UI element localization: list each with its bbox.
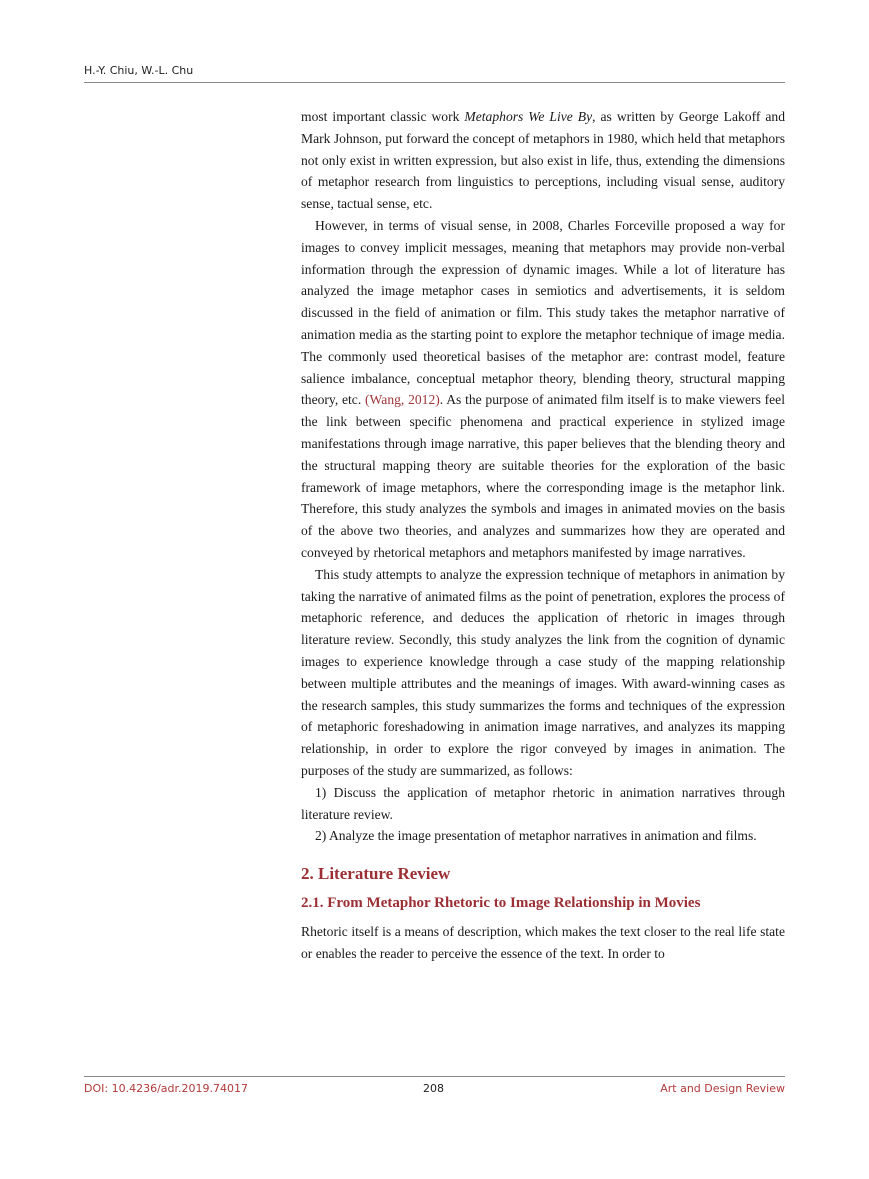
- citation-link[interactable]: (Wang, 2012): [365, 392, 440, 408]
- paragraph-2: [301, 215, 785, 564]
- paragraph-2-rest: . As the purpose of animated film itself is to make viewers feel the link between specific phenomena and practical experience in stylized image manifestations through image narrative, this paper believes that the blending theory and the structural mapping theory are suitable theories for the exploration of the basic framework of image metaphors, where the corresponding image is the metaphor link. Therefore, this study analyzes the symbols and images in animated movies on the basis of the above two theories, and analyzes and summarizes how they are operated and conveyed by rhetorical metaphors and metaphors manifested by image narratives.: [301, 392, 785, 560]
- list-item-2: 2) Analyze the image presentation of metaphor narratives in animation and films.: [315, 828, 757, 844]
- page-number: 208: [423, 1082, 444, 1095]
- header-divider: [84, 82, 785, 83]
- subsection-heading: 2.1. From Metaphor Rhetoric to Image Relationship in Movies: [301, 895, 701, 912]
- footer-journal-link[interactable]: Art and Design Review: [660, 1082, 785, 1095]
- section-heading: 2. Literature Review: [301, 864, 451, 884]
- section-paragraph: Rhetoric itself is a means of description, which makes the text closer to the real life state or enables the reader to perceive the essence of the text. In order to: [301, 924, 785, 961]
- running-head-authors: H.-Y. Chiu, W.-L. Chu: [84, 64, 194, 77]
- paragraph-1-start: most important classic work: [301, 109, 465, 124]
- main-text-column: [301, 106, 785, 965]
- paragraph-1: [301, 106, 785, 215]
- paragraph-3: This study attempts to analyze the expression technique of metaphors in animation by taking the narrative of animated films as the point of penetration, explores the process of metaphoric reference, and deduces the application of rhetoric in images through literature review. Secondly, this study analyzes the link from the cognition of dynamic images to experience knowledge through a case study of the mapping relationship between multiple attributes and the meanings of images. With award-winning cases as the research samples, this study summarizes the forms and techniques of the expression of metaphoric foreshadowing in animation image narratives, and analyzes its mapping relationship, in order to explore the rigor conveyed by images in animation. The purposes of the study are summarized, as follows:: [301, 566, 785, 778]
- footer-divider: [84, 1076, 785, 1077]
- paragraph-2-start: However, in terms of visual sense, in 2008, Charles Forceville proposed a way for images to convey implicit messages, meaning that metaphors may provide non-verbal information through the expression of dynamic images. While a lot of literature has analyzed the image metaphor cases in semiotics and advertisements, it is seldom discussed in the field of animation or film. This study takes the metaphor narrative of animation media as the starting point to explore the metaphor technique of image media. The commonly used theoretical basises of the metaphor are: contrast model, feature salience imbalance, conceptual metaphor theory, blending theory, structural mapping theory, etc.: [301, 217, 785, 408]
- list-item-1: 1) Discuss the application of metaphor rhetoric in animation narratives through literature review.: [301, 784, 785, 822]
- paragraph-1-rest: , as written by George Lakoff and Mark Johnson, put forward the concept of metaphors in 1980, which held that metaphors not only exist in written expression, but also exist in life, thus, extending the dimensions of metaphor research from linguistics to perceptions, including visual sense, auditory sense, tactual sense, etc.: [301, 109, 786, 212]
- footer-doi-link[interactable]: DOI: 10.4236/adr.2019.74017: [84, 1082, 248, 1095]
- book-title: Metaphors We Live By: [464, 109, 593, 124]
